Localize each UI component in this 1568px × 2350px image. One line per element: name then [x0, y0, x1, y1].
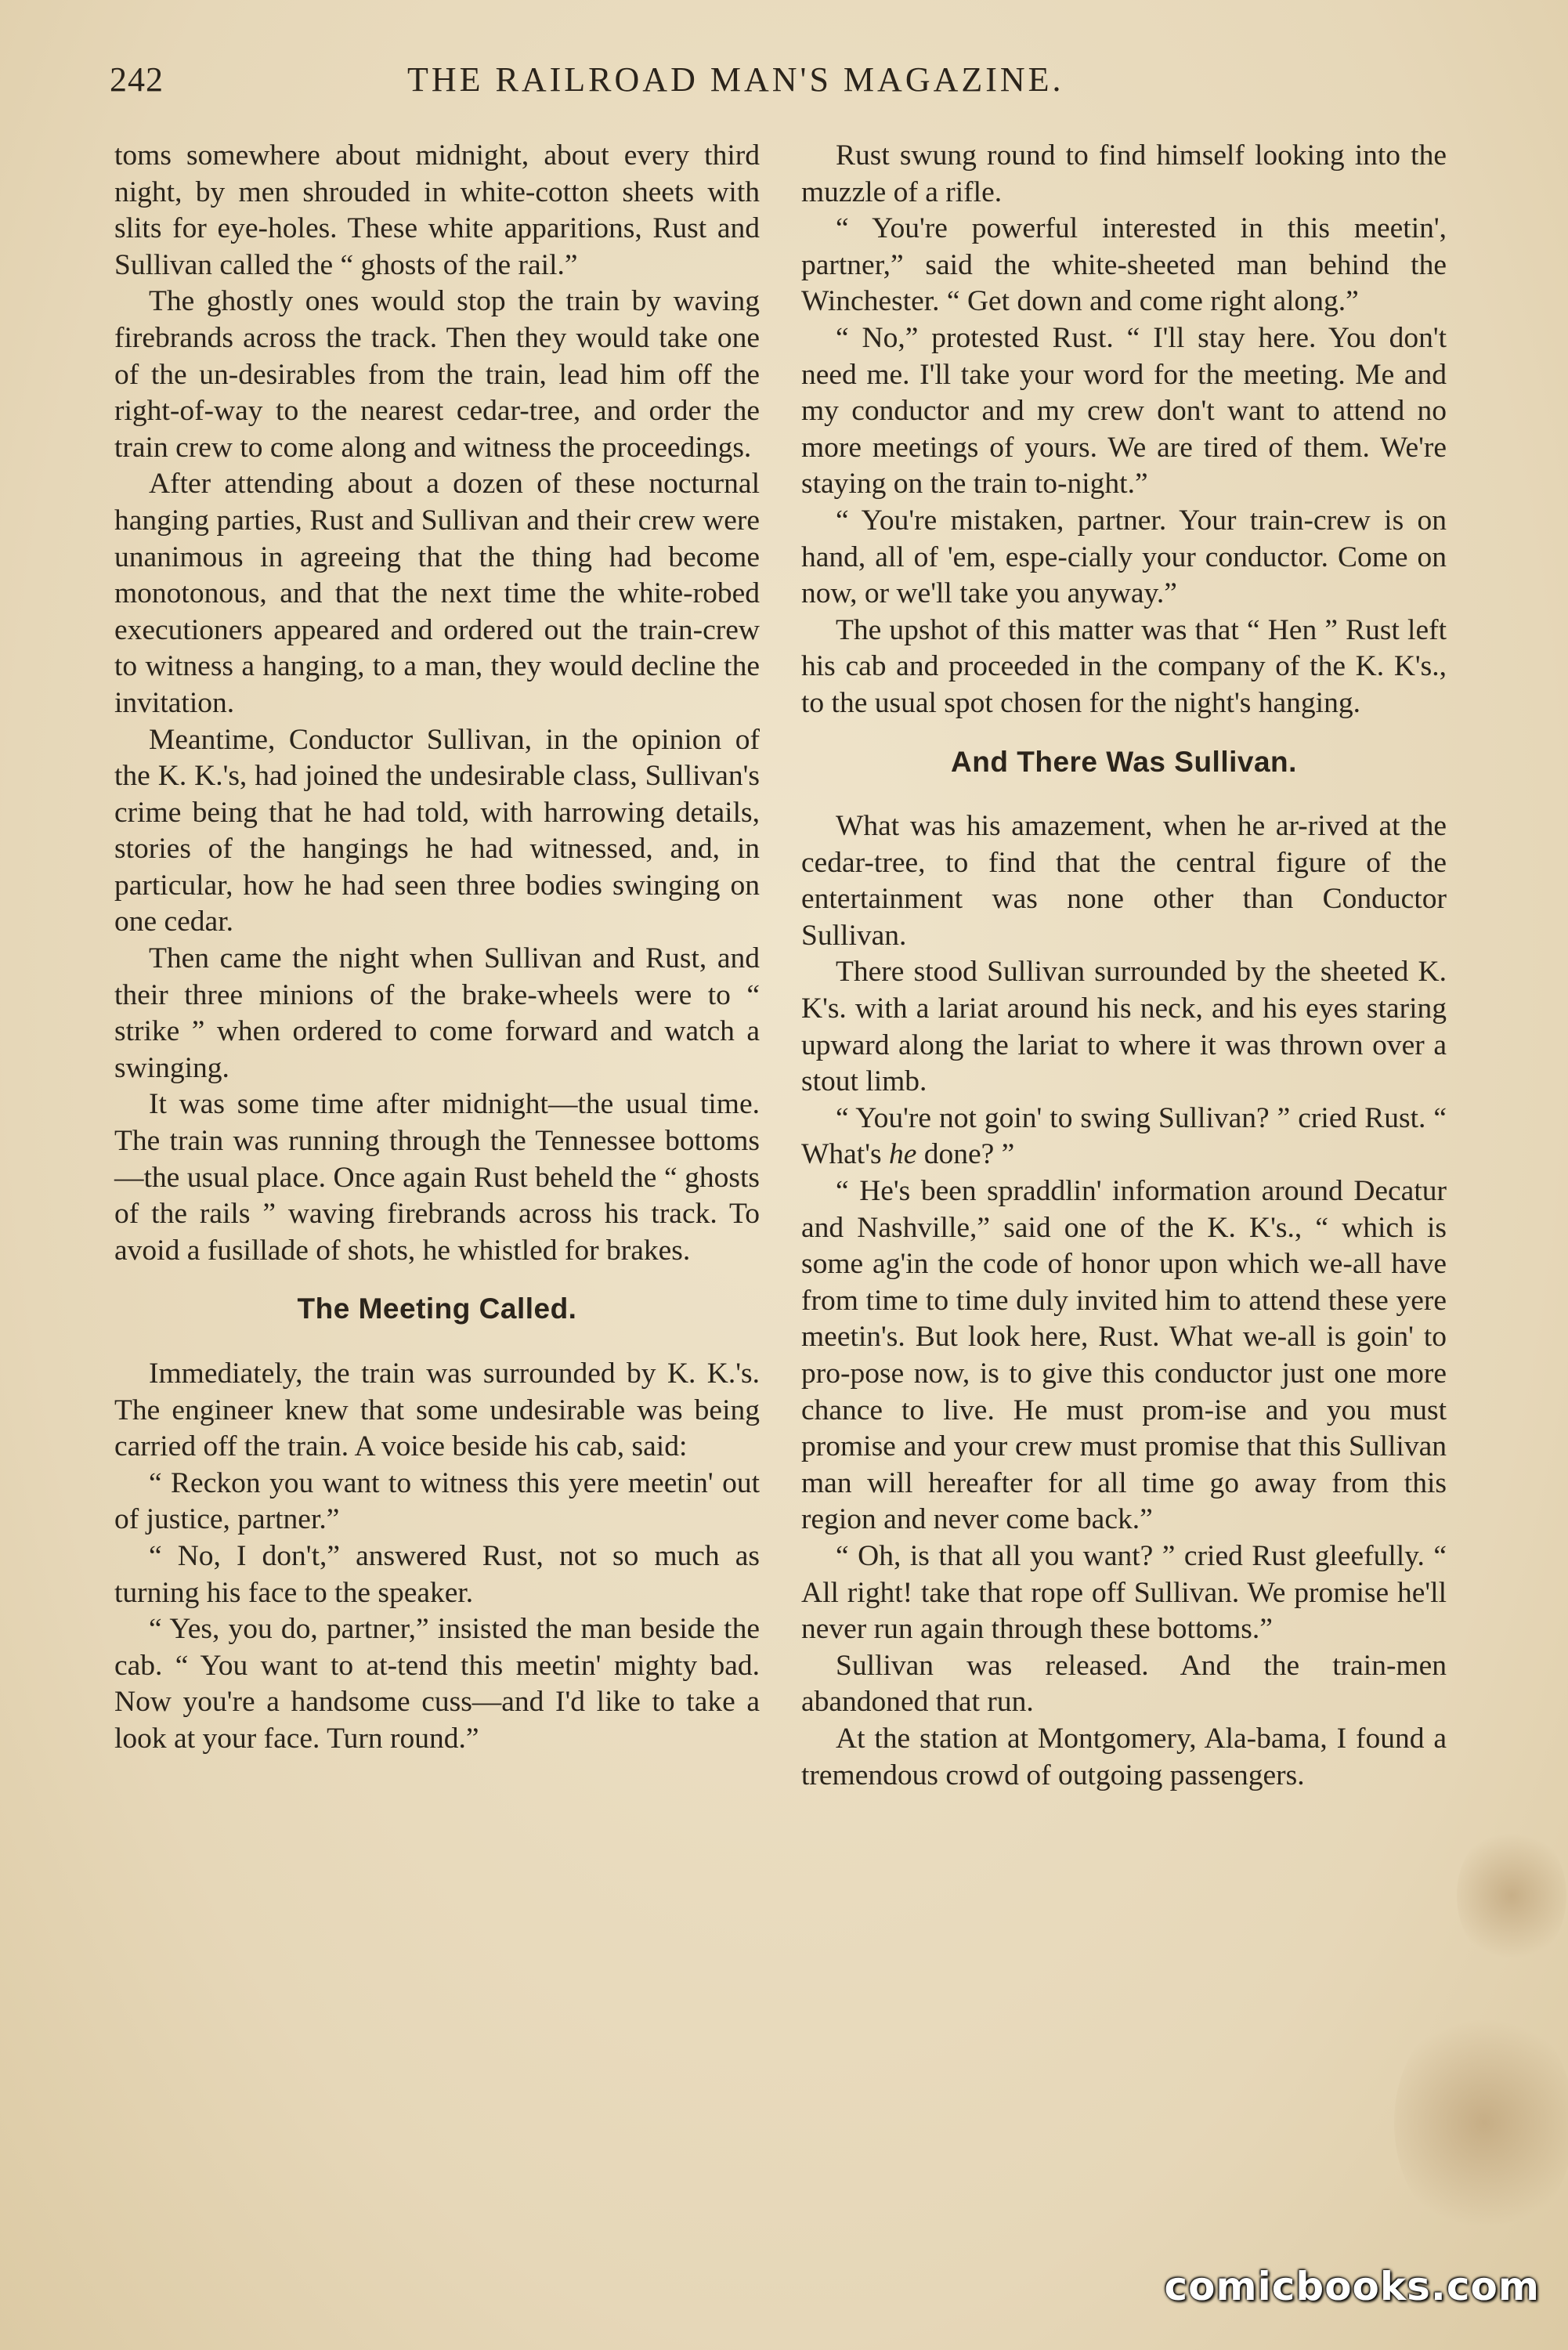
paragraph: “ You're mistaken, partner. Your train-crew is on hand, all of 'em, espe-cially your conductor. Come on now, or we'll take you anyway.”	[801, 504, 1447, 610]
text-run: “ You're not goin' to swing Sullivan? ” cried Rust. “ What's	[801, 1101, 1447, 1171]
paragraph: The ghostly ones would stop the train by waving firebrands across the track. Then they would take one of the un-desirables from the train, lead him off the right-of-way to the nearest cedar-tree, and order the train crew to come along and witness the proceedings.	[114, 285, 760, 464]
paragraph: “ No,” protested Rust. “ I'll stay here. You don't need me. I'll take your word for the meeting. Me and my conductor and my crew don't want to attend no more meetings of yours. We are tired of them. We're staying on the train to-night.”	[801, 321, 1447, 501]
paragraph: Then came the night when Sullivan and Rust, and their three minions of the brake-wheels were to “ strike ” when ordered to come forward and watch a swinging.	[114, 942, 760, 1084]
section-heading: And There Was Sullivan.	[951, 745, 1297, 778]
watermark: comicbooks.com	[1164, 2264, 1540, 2309]
paragraph	[801, 1101, 1447, 1173]
page-number: 242	[110, 60, 164, 99]
running-title: THE RAILROAD MAN'S MAGAZINE.	[407, 60, 1064, 99]
paragraph: toms somewhere about midnight, about every third night, by men shrouded in white-cotton sheets with slits for eye-holes. These white apparitions, Rust and Sullivan called the “ ghosts of the rail.”	[114, 139, 760, 281]
section-heading: The Meeting Called.	[297, 1292, 577, 1325]
paper-stain	[1394, 2005, 1568, 2240]
paragraph: There stood Sullivan surrounded by the sheeted K. K's. with a lariat around his neck, and his eyes staring upward along the lariat to where it was thrown over a stout limb.	[801, 956, 1447, 1098]
paragraph: Immediately, the train was surrounded by K. K.'s. The engineer knew that some undesirable was being carried off the train. A voice beside his cab, said:	[114, 1358, 760, 1463]
paragraph: After attending about a dozen of these nocturnal hanging parties, Rust and Sullivan and their crew were unanimous in agreeing that the thing had become monotonous, and that the next time the white-robed executioners appeared and ordered out the train-crew to witness a hanging, to a man, they would decline the invitation.	[114, 468, 760, 719]
right-column	[801, 138, 1447, 1794]
text-run: done? ”	[916, 1138, 1015, 1171]
paragraph: Sullivan was released. And the train-men abandoned that run.	[801, 1649, 1447, 1719]
page-header	[110, 60, 1457, 114]
paragraph: “ No, I don't,” answered Rust, not so much as turning his face to the speaker.	[114, 1539, 760, 1609]
italic-word: he	[888, 1138, 917, 1171]
paper-stain	[1457, 1825, 1566, 1966]
paragraph: “ Reckon you want to witness this yere meetin' out of justice, partner.”	[114, 1466, 760, 1536]
paragraph: “ Yes, you do, partner,” insisted the man beside the cab. “ You want to at-tend this meetin' mighty bad. Now you're a handsome cuss—and I'd like to take a look at your face. Turn round.”	[114, 1613, 760, 1755]
paragraph: The upshot of this matter was that “ Hen ” Rust left his cab and proceeded in the company of the K. K's., to the usual spot chosen for the night's hanging.	[801, 613, 1447, 719]
left-column	[114, 138, 760, 1758]
paragraph: “ Oh, is that all you want? ” cried Rust gleefully. “ All right! take that rope off Sullivan. We promise he'll never run again through these bottoms.”	[801, 1539, 1447, 1646]
paragraph: What was his amazement, when he ar-rived at the cedar-tree, to find that the central figure of the entertainment was none other than Conductor Sullivan.	[801, 810, 1447, 952]
paragraph: “ He's been spraddlin' information around Decatur and Nashville,” said one of the K. K's., “ which is some ag'in the code of honor upon which we-all have from time to time duly invited him to attend these yere meetin's. But look here, Rust. What we-all is goin' to pro-pose now, is to give this conductor just one more chance to live. He must prom-ise and you must promise and your crew must promise that this Sullivan man will hereafter for all time go away from this region and never come back.”	[801, 1175, 1447, 1536]
paragraph: Rust swung round to find himself looking into the muzzle of a rifle.	[801, 139, 1447, 208]
paragraph: “ You're powerful interested in this meetin', partner,” said the white-sheeted man behind the Winchester. “ Get down and come right along.”	[801, 212, 1447, 318]
paragraph: Meantime, Conductor Sullivan, in the opinion of the K. K.'s, had joined the undesirable class, Sullivan's crime being that he had told, with harrowing details, stories of the hangings he had witnessed, and, in particular, how he had seen three bodies swinging on one cedar.	[114, 723, 760, 938]
paragraph: At the station at Montgomery, Ala-bama, I found a tremendous crowd of outgoing passengers.	[801, 1722, 1447, 1791]
paragraph: It was some time after midnight—the usual time. The train was running through the Tennessee bottoms—the usual place. Once again Rust beheld the “ ghosts of the rails ” waving firebrands across his track. To avoid a fusillade of shots, he whistled for brakes.	[114, 1088, 760, 1267]
